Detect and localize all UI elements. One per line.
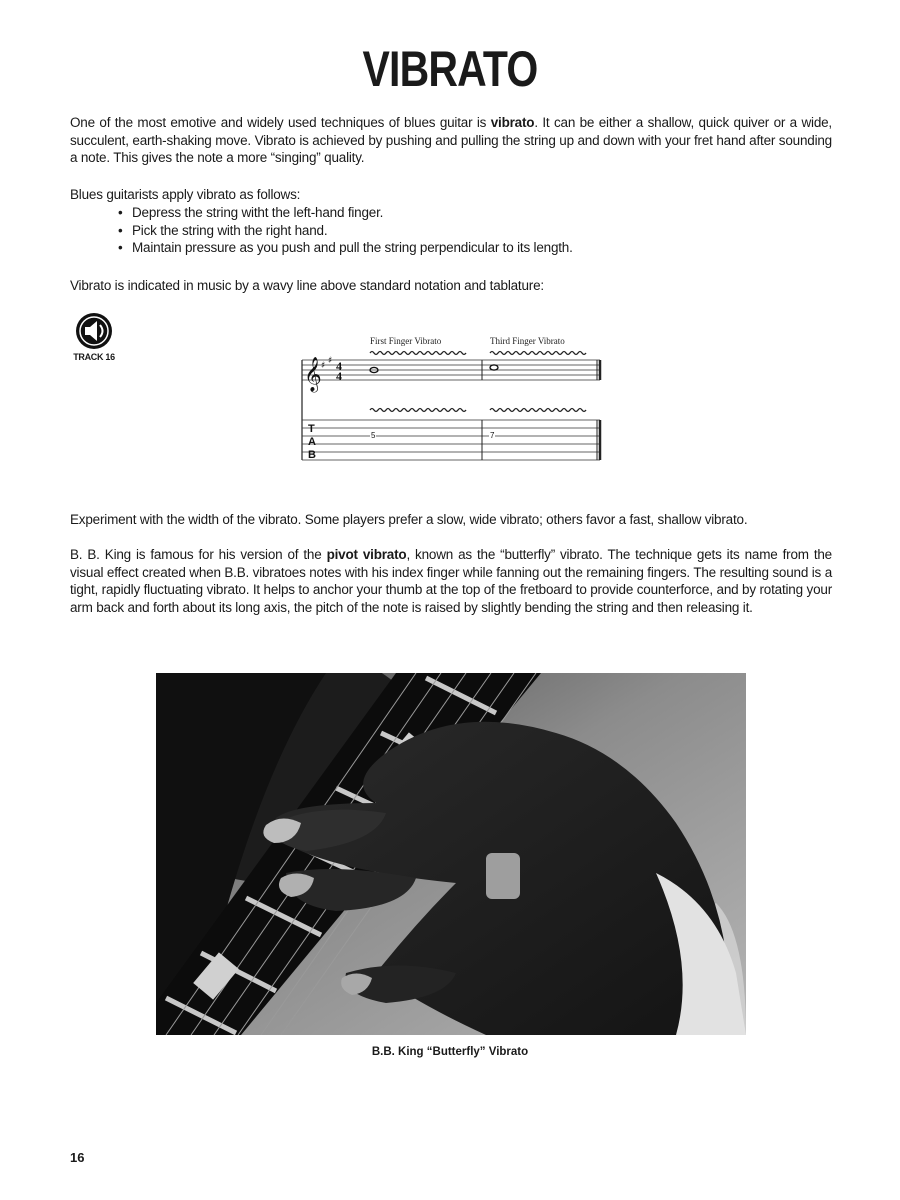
third-finger-label: Third Finger Vibrato: [490, 336, 565, 346]
list-item: • Maintain pressure as you push and pull the string perpendicular to its length.: [118, 239, 573, 257]
vibrato-line: [490, 352, 586, 355]
tab-letter: B: [308, 449, 316, 461]
whole-note: [490, 365, 498, 370]
intro-text-1: One of the most emotive and widely used techniques of blues guitar is: [70, 115, 491, 130]
time-signature: 4: [336, 359, 342, 373]
time-signature: 4: [336, 369, 342, 383]
notation-intro: Vibrato is indicated in music by a wavy line above standard notation and tablature:: [70, 278, 544, 293]
bb-king-text-2: , known as the “butterfly” vibrato. The technique gets its name from the visual effect created when B.B. vibratoes notes with his index finger while fanning out the remaining fingers. The resulting sound is a tight, rapidly fluctuating vibrato. It helps to anchor your thumb at the top of the fretboard to provide counterforce, and by rotating your arm back and forth about its long axis, the pitch of the note is raised by slightly bending the string and then releasing it.: [70, 547, 832, 615]
vibrato-line: [370, 409, 466, 412]
track-label: TRACK 16: [73, 352, 115, 362]
list-item: • Depress the string witht the left-hand finger.: [118, 204, 573, 222]
page-title: VIBRATO: [362, 41, 538, 97]
experiment-paragraph: Experiment with the width of the vibrato. Some players prefer a slow, wide vibrato; others favor a fast, shallow vibrato.: [70, 512, 748, 527]
intro-text-2: . It can be either a shallow, quick quiver or a wide, succulent, earth-shaking move. Vibrato is achieved by pushing and pulling the string up and down with your fret hand after sounding a note. This gives the note a more “singing” quality.: [70, 115, 832, 165]
tab-staff: [302, 420, 600, 460]
vibrato-term: vibrato: [490, 115, 535, 130]
bb-king-text-1: B. B. King is famous for his version of the: [70, 547, 327, 562]
ring: [486, 853, 520, 899]
speaker-icon[interactable]: [75, 312, 113, 350]
tab-fret-number: 5: [371, 431, 376, 440]
list-item: • Pick the string with the right hand.: [118, 222, 573, 240]
tab-letter: T: [308, 423, 315, 435]
page-number: 16: [70, 1150, 85, 1165]
steps-list: [118, 204, 573, 257]
bb-king-photo: [156, 673, 746, 1035]
first-finger-label: First Finger Vibrato: [370, 336, 442, 346]
pivot-vibrato-term: pivot vibrato: [326, 547, 407, 562]
vibrato-line: [370, 352, 466, 355]
sharp-icon: ♯: [328, 356, 333, 366]
treble-clef-icon: 𝄞: [304, 357, 322, 392]
bb-king-paragraph: [70, 546, 832, 616]
tab-fret-number: 7: [490, 431, 495, 440]
standard-staff: [302, 360, 600, 380]
intro-paragraph: [70, 114, 832, 167]
sharp-icon: ♯: [321, 361, 326, 371]
photo-caption: B.B. King “Butterfly” Vibrato: [371, 1046, 529, 1058]
steps-intro: Blues guitarists apply vibrato as follows:: [70, 187, 301, 202]
vibrato-line: [490, 409, 586, 412]
tab-letter: A: [308, 436, 316, 448]
music-notation: [300, 332, 610, 464]
audio-track[interactable]: [70, 312, 118, 362]
